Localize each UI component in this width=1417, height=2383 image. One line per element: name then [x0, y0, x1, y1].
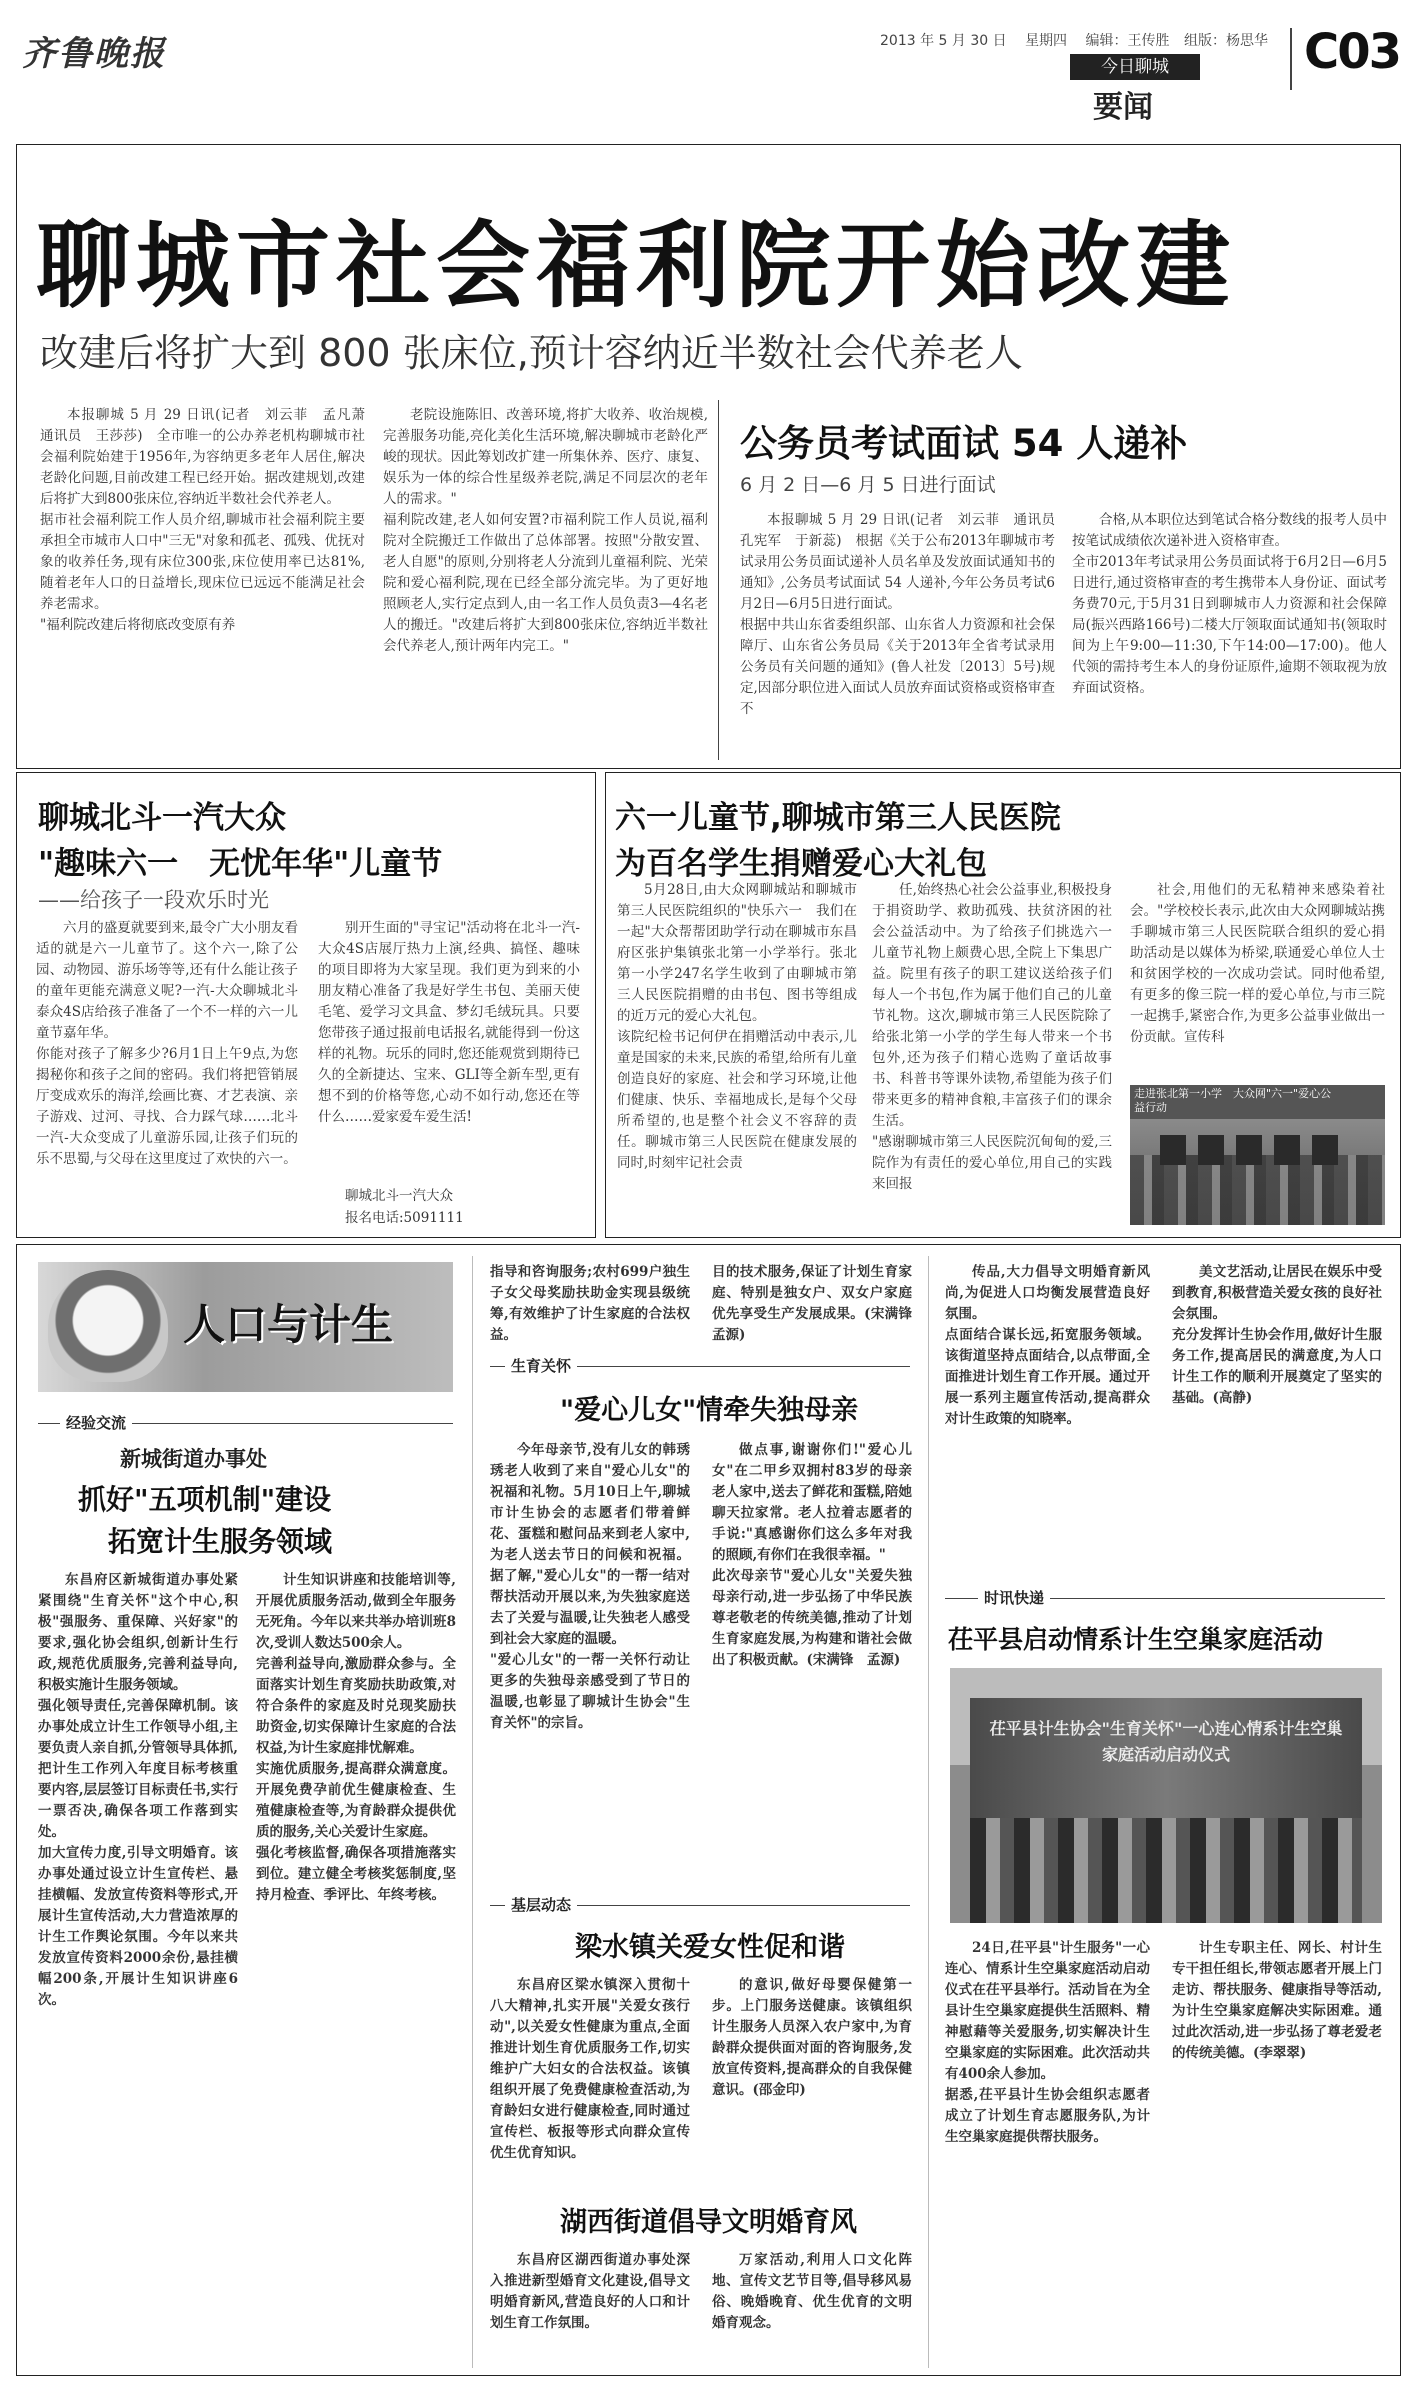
editor-label: 编辑：	[1085, 33, 1128, 49]
civil-headline: 公务员考试面试 54 人递补	[740, 422, 1188, 465]
section-tag: 今日聊城	[1070, 54, 1200, 80]
layout-name: 杨思华	[1225, 33, 1268, 49]
care-top-col-2: 目的技术服务,保证了计划生育家庭、特别是独女户、双女户家庭优先享受生产发展成果。(宋满锋 孟源)	[712, 1264, 926, 1343]
editor-name: 王传胜	[1127, 33, 1170, 49]
care-col-2: 做点事,谢谢你们!"爱心儿女"在二甲乡双拥村83岁的母亲老人家中,送去了鲜花和蛋糕,陪她聊天拉家常。老人拉着志愿者的手说:"真感谢你们这么多年对我的照顾,有你们在我很幸福。" 此次母亲节"爱心儿女"关爱失独母亲行动,进一步弘扬了中华民族尊老敬老的传统美德,推动了计划生育家庭发展,为构建和谐社会做出了积极贡献。(宋满锋 孟源)	[712, 1442, 912, 1668]
news-photo-banner-text: 茌平县计生协会"生育关怀"一心连心情系计生空巢家庭活动启动仪式	[989, 1719, 1343, 1764]
experience-head-2: 抓好"五项机制"建设	[78, 1483, 332, 1516]
civil-col-2: 合格,从本职位达到笔试合格分数线的报考人员中按笔试成绩依次递补进入资格审查。 全市2013年考试录用公务员面试将于6月2日—6月5日进行,通过资格审查的考生携带本人身份证、面试考务费70元,于5月31日到聊城市人力资源和社会保障局(振兴西路166号)二楼大厅领取面试通知书(领取时间为上午9:00—11:30,下午14:00—17:00)。他人代领的需持考生本人的身份证原件,逾期不领取视为放弃面试资格。	[1072, 512, 1387, 696]
civil-col-1: 本报聊城 5 月 29 日讯(记者 刘云菲 通讯员 孔宪军 于新蕊) 根据《关于公布2013年聊城市考试录用公务员面试递补人员名单及发放面试通知书的通知》,公务员考试面试 54 人递补,今年公务员考试6月2日—6月5日进行面试。 根据中共山东省委组织部、山东省人力资源和社会保障厅、山东省公务员局《关于2013年全省考试录用公务员有关问题的通知》(鲁人社发〔2013〕5号)规定,因部分职位进入面试人员放弃面试资格或资格审查不	[740, 512, 1055, 717]
right-col-4-top: 传品,大力倡导文明婚育新风尚,为促进人口均衡发展营造良好氛围。 点面结合谋长远,拓宽服务领域。该街道坚持点面结合,以点带面,全面推进计划生育工作开展。通过开展一系列主题宣传活动,提高群众对计生政策的知晓率。	[945, 1264, 1150, 1427]
grassroots-col-2: 的意识,做好母婴保健第一步。上门服务送健康。该镇组织计生服务人员深入农户家中,为育龄群众提供面对面的咨询服务,发放宣传资料,提高群众的自我保健意识。(邵金印)	[712, 1977, 912, 2098]
layout-label: 组版：	[1183, 33, 1226, 49]
hospital-col-1: 5月28日,由大众网聊城站和聊城市第三人民医院组织的"快乐六一 我们在一起"大众帮帮团助学行动在聊城市东昌府区张护集镇张北第一小学举行。张北第一小学247名学生收到了由聊城市第三人民医院捐赠的由书包、图书等组成的近万元的爱心大礼包。 该院纪检书记何伊在捐赠活动中表示,儿童是国家的未来,民族的希望,给所有儿童创造良好的家庭、社会和学习环境,让他们健康、快乐、幸福地成长,是每个父母所希望的,也是整个社会义不容辞的责任。聊城市第三人民医院在健康发展的同时,时刻牢记社会责	[617, 882, 857, 1171]
grassroots2-col-1: 东昌府区湖西街道办事处深入推进新型婚育文化建设,倡导文明婚育新风,营造良好的人口和计划生育工作氛围。	[490, 2252, 690, 2331]
vw-phone: 报名电话:5091111	[345, 1210, 464, 1226]
population-divider-2	[928, 1256, 929, 2368]
hospital-headline-1: 六一儿童节,聊城市第三人民医院	[615, 800, 1061, 836]
vw-headline-2: "趣味六一 无忧年华"儿童节	[38, 846, 443, 882]
grassroots-section-label: 基层动态	[505, 1894, 577, 1915]
population-banner	[38, 1262, 453, 1392]
grassroots-headline-2: 湖西街道倡导文明婚育风	[560, 2207, 857, 2238]
care-col-1: 今年母亲节,没有儿女的韩琇琇老人收到了来自"爱心儿女"的祝福和礼物。5月10日上午,聊城市计生协会的志愿者们带着鲜花、蛋糕和慰问品来到老人家中,为老人送去节日的问候和祝福。据了解,"爱心儿女"的一帮一结对帮扶活动开展以来,为失独家庭送去了关爱与温暖,让失独老人感受到社会大家庭的温暖。 "爱心儿女"的一帮一关怀行动让更多的失独母亲感受到了节日的温暖,也彰显了聊城计生协会"生育关怀"的宗旨。	[490, 1442, 690, 1731]
vw-subhead: ——给孩子一段欢乐时光	[38, 888, 269, 912]
lead-col-2: 老院设施陈旧、改善环境,将扩大收养、收治规模,完善服务功能,亮化美化生活环境,解决聊城市老龄化严峻的现状。因此筹划改扩建一所集休养、医疗、康复、娱乐为一体的综合性星级养老院,满足不同层次的老年人的需求。" 福利院改建,老人如何安置?市福利院工作人员说,福利院对全院搬迁工作做出了总体部署。按照"分散安置、老人自愿"的原则,分别将老人分流到儿童福利院、光荣院和爱心福利院,现在已经全部分流完毕。为了更好地照顾老人,实行定点到人,由一名工作人员负责3—4名老人的搬迁。"改建后将扩大到800张床位,容纳近半数社会代养老人,预计两年内完工。"	[383, 407, 708, 654]
vw-headline-1: 聊城北斗一汽大众	[38, 800, 286, 836]
hospital-col-2: 任,始终热心社会公益事业,积极投身于捐资助学、救助孤残、扶贫济困的社会公益活动中。为了给孩子们挑选六一儿童节礼物上颇费心思,全院上下集思广益。院里有孩子的职工建议送给孩子们每人一个书包,作为属于他们自己的儿童节礼物。这次,聊城市第三人民医院除了给张北第一小学的学生每人带来一个书包外,还为孩子们精心选购了童话故事书、科普书等课外读物,希望能为孩子们带来更多的精神食粮,丰富孩子们的课余生活。 "感谢聊城市第三人民医院沉甸甸的爱,三院作为有责任的爱心单位,用自己的实践来回报	[872, 882, 1113, 1192]
paper-logo: 齐鲁晚报	[22, 34, 166, 74]
experience-head-3: 拓宽计生服务领域	[108, 1525, 333, 1558]
vw-col-2: 别开生面的"寻宝记"活动将在北斗一汽-大众4S店展厅热力上演,经典、搞怪、趣味的项目即将为大家呈现。我们更为到来的小朋友精心准备了我是好学生书包、美丽天使毛笔、爱学习文具盒、梦幻毛绒玩具。只要您带孩子通过报前电话报名,就能得到一份这样的礼物。玩乐的同时,您还能观赏到期待已久的全新捷达、宝来、GLI等全新车型,更有想不到的价格等您,心动不如行动,您还在等什么……爱家爱车爱生活!	[318, 920, 580, 1125]
hospital-photo-caption: 走进张北第一小学 大众网"六一"爱心公益行动	[1134, 1087, 1332, 1114]
news-col-2: 计生专职主任、网长、村计生专干担任组长,带领志愿者开展上门走访、帮扶服务、健康指导等活动,为计生空巢家庭解决实际困难。通过此次活动,进一步弘扬了尊老爱老的传统美德。(李翠翠)	[1172, 1940, 1382, 2061]
hospital-photo-crowd	[1130, 1155, 1385, 1225]
news-section-label: 时讯快递	[978, 1587, 1050, 1608]
lead-headline: 聊城市社会福利院开始改建	[36, 212, 1237, 321]
section-title: 要闻	[1093, 90, 1153, 125]
issue-weekday: 星期四	[1025, 33, 1068, 49]
population-banner-title: 人口与计生	[183, 1300, 394, 1349]
lead-divider	[718, 400, 719, 760]
masthead	[0, 0, 1417, 135]
hospital-photo-bags	[1160, 1135, 1350, 1165]
issue-date: 2013 年 5 月 30 日	[880, 33, 1007, 49]
news-photo	[950, 1668, 1382, 1923]
grassroots2-col-2: 万家活动,利用人口文化阵地、宣传文艺节目等,倡导移风易俗、晚婚晚育、优生优育的文明婚育观念。	[712, 2252, 912, 2331]
experience-head-1: 新城街道办事处	[120, 1447, 267, 1471]
vw-signature: 聊城北斗一汽大众	[345, 1188, 453, 1204]
care-headline: "爱心儿女"情牵失独母亲	[560, 1395, 859, 1426]
civil-subhead: 6 月 2 日—6 月 5 日进行面试	[740, 474, 996, 496]
vw-col-1: 六月的盛夏就要到来,最令广大小朋友看适的就是六一儿童节了。这个六一,除了公园、动物园、游乐场等等,还有什么能让孩子的童年更能充满意义呢?一汽-大众聊城北斗泰众4S店给孩子准备了一个不一样的六一儿童节嘉年华。 你能对孩子了解多少?6月1日上午9点,为您揭秘你和孩子之间的密码。我们将把管销展厅变成欢乐的海洋,绘画比赛、才艺表演、亲子游戏、过河、寻找、合力踩气球……北斗一汽-大众变成了儿童游乐园,让孩子们玩的乐不思蜀,与父母在这里度过了欢快的六一。	[36, 920, 298, 1167]
population-divider-1	[472, 1256, 473, 2368]
experience-col-1: 东昌府区新城街道办事处紧紧围绕"生育关怀"这个中心,积极"强服务、重保障、兴好家"的要求,强化协会组织,创新计生行政,规范优质服务,完善利益导向,积极实施计生服务领域。 强化领导责任,完善保障机制。该办事处成立计生工作领导小组,主要负责人亲自抓,分管领导具体抓,把计生工作列入年度目标考核重要内容,层层签订目标责任书,实行一票否决,确保各项工作落到实处。 加大宣传力度,引导文明婚育。该办事处通过设立计生宣传栏、悬挂横幅、发放宣传资料等形式,开展计生宣传活动,大力营造浓厚的计生工作舆论氛围。今年以来共发放宣传资料2000余份,悬挂横幅200条,开展计生知识讲座6次。	[38, 1572, 238, 2008]
page-number-divider	[1290, 28, 1292, 90]
experience-col-2: 计生知识讲座和技能培训等,开展优质服务活动,做到全年服务无死角。今年以来共举办培训班8次,受训人数达500余人。 完善利益导向,激励群众参与。全面落实计划生育奖励扶助政策,对符合条件的家庭及时兑现奖励扶助资金,切实保障计生家庭的合法权益,为计生家庭排忧解难。 实施优质服务,提高群众满意度。开展免费孕前优生健康检查、生殖健康检查等,为育龄群众提供优质的服务,关心关爱计生家庭。 强化考核监督,确保各项措施落实到位。建立健全考核奖惩制度,坚持月检查、季评比、年终考核。	[256, 1572, 456, 1903]
lead-col-1: 本报聊城 5 月 29 日讯(记者 刘云菲 孟凡萧 通讯员 王莎莎) 全市唯一的公办养老机构聊城市社会福利院始建于1956年,为容纳更多老年人居住,解决老龄化问题,目前改建工程已经开始。据改建规划,改建后将扩大到800张床位,容纳近半数社会代养老人。 据市社会福利院工作人员介绍,聊城市社会福利院主要承担全市城市人口中"三无"对象和孤老、孤残、优抚对象的收养任务,现有床位300张,床位使用率已达81%,随着老年人口的日益增长,现床位已远远不能满足社会养老需求。 "福利院改建后将彻底改变原有养	[40, 407, 365, 633]
lead-subhead: 改建后将扩大到 800 张床位,预计容纳近半数社会代养老人	[40, 331, 1023, 375]
hospital-photo	[1130, 1085, 1385, 1225]
hospital-headline-2: 为百名学生捐赠爱心大礼包	[615, 846, 987, 882]
hospital-col-3: 社会,用他们的无私精神来感染着社会。"学校校长表示,此次由大众网聊城站携手聊城市第三人民医院联合组织的爱心捐助活动是以媒体为桥梁,联通爱心单位人士和贫困学校的一次成功尝试。同时他希望,有更多的像三院一样的爱心单位,与市三院一起携手,紧密合作,为更多公益事业做出一份贡献。宣传科	[1130, 882, 1385, 1045]
news-col-1: 24日,茌平县"计生服务"一心连心、情系计生空巢家庭活动启动仪式在茌平县举行。活动旨在为全县计生空巢家庭提供生活照料、精神慰藉等关爱服务,切实解决计生空巢家庭的实际困难。此次活动共有400余人参加。 据悉,茌平县计生协会组织志愿者成立了计划生育志愿服务队,为计生空巢家庭提供帮扶服务。	[945, 1940, 1150, 2145]
care-top-col-1: 指导和咨询服务;农村699户独生子女父母奖励扶助金实现县级统筹,有效维护了计生家庭的合法权益。	[490, 1264, 690, 1343]
page-number: C03	[1304, 24, 1401, 80]
grassroots-headline: 梁水镇关爱女性促和谐	[575, 1932, 845, 1963]
news-headline: 茌平县启动情系计生空巢家庭活动	[948, 1625, 1324, 1654]
right-col-5-top: 美文艺活动,让居民在娱乐中受到教育,积极营造关爱女孩的良好社会氛围。 充分发挥计生协会作用,做好计生服务工作,提高居民的满意度,为人口计生工作的顺利开展奠定了坚实的基础。(高静)	[1172, 1264, 1382, 1406]
grassroots-col-1: 东昌府区梁水镇深入贯彻十八大精神,扎实开展"关爱女孩行动",以关爱女性健康为重点,全面推进计划生育优质服务工作,切实维护广大妇女的合法权益。该镇组织开展了免费健康检查活动,为育龄妇女进行健康检查,同时通过宣传栏、板报等形式向群众宣传优生优育知识。	[490, 1977, 690, 2161]
heart-graphic	[48, 1270, 168, 1382]
care-section-label: 生育关怀	[505, 1355, 577, 1376]
news-photo-people	[970, 1818, 1362, 1923]
issue-date-line	[880, 30, 1268, 50]
experience-section-label: 经验交流	[60, 1412, 132, 1433]
